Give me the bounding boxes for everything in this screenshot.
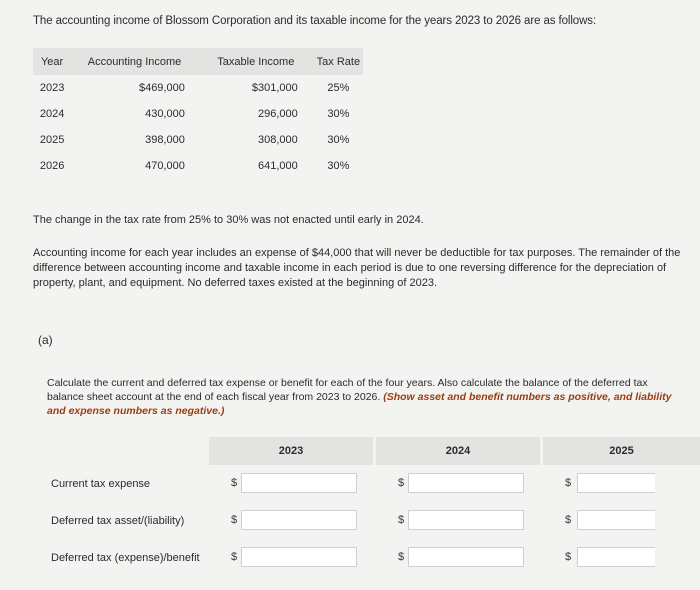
- question-instructions: Calculate the current and deferred tax expense or benefit for each of the four years. Also calculate the balance of the deferred tax balance sheet account at the end of each fiscal year from 2023 to 2026.: [47, 377, 648, 403]
- dollar-sign: $: [565, 514, 572, 526]
- column-header-2025: 2025: [543, 437, 700, 465]
- cell-year: 2026: [39, 160, 65, 172]
- cell-accounting-income: 398,000: [145, 134, 185, 146]
- cell-tax-rate: 30%: [327, 160, 350, 172]
- header-accounting-income: Accounting Income: [71, 48, 198, 75]
- cell-year: 2024: [39, 108, 65, 120]
- part-a-label: (a): [38, 333, 53, 347]
- cell-accounting-income: 430,000: [145, 108, 185, 120]
- deferred-tax-expense-benefit-2025-input[interactable]: [577, 547, 655, 567]
- header-year: Year: [33, 48, 71, 75]
- header-taxable-income: Taxable Income: [198, 48, 314, 75]
- header-tax-rate: Tax Rate: [314, 48, 363, 75]
- dollar-sign: $: [231, 477, 238, 489]
- cell-taxable-income: 296,000: [257, 108, 298, 120]
- question-text: [47, 376, 687, 418]
- cell-accounting-income: $469,000: [138, 82, 185, 94]
- dollar-sign: $: [565, 477, 572, 489]
- current-tax-expense-2025-input[interactable]: [577, 473, 655, 493]
- cell-year: 2025: [39, 134, 65, 146]
- column-header-2024: 2024: [376, 437, 540, 465]
- intro-text: The accounting income of Blossom Corporation and its taxable income for the years 2023 to 2026 are as follows:: [33, 15, 597, 27]
- cell-tax-rate: 25%: [327, 82, 350, 94]
- cell-taxable-income: 641,000: [257, 160, 298, 172]
- cell-tax-rate: 30%: [327, 134, 350, 146]
- dollar-sign: $: [231, 551, 238, 563]
- deferred-tax-expense-benefit-2024-input[interactable]: [408, 547, 524, 567]
- question-sign-convention: (Show asset and benefit numbers as positive, and liability and expense numbers as negative.): [47, 391, 672, 417]
- table-row: [33, 75, 363, 101]
- table-header-row: [33, 48, 363, 75]
- tax-rate-note: The change in the tax rate from 25% to 30% was not enacted until early in 2024.: [33, 214, 424, 226]
- dollar-sign: $: [398, 514, 405, 526]
- income-table: [33, 48, 363, 179]
- current-tax-expense-2024-input[interactable]: [408, 473, 524, 493]
- deferred-tax-expense-benefit-2023-input[interactable]: [241, 547, 357, 567]
- cell-year: 2023: [39, 82, 65, 94]
- cell-taxable-income: 308,000: [257, 134, 298, 146]
- row-label-current-tax-expense: Current tax expense: [51, 478, 151, 490]
- current-tax-expense-2023-input[interactable]: [241, 473, 357, 493]
- deferred-tax-asset-liability-2025-input[interactable]: [577, 510, 655, 530]
- difference-explanation: Accounting income for each year includes an expense of $44,000 that will never be deductible for tax purposes. The remainder of the difference between accounting income and taxable income in each period is due to one reversing difference for the depreciation of property, plant, and equipment. No deferred taxes existed at the beginning of 2023.: [33, 247, 681, 289]
- dollar-sign: $: [398, 551, 405, 563]
- cell-accounting-income: 470,000: [145, 160, 185, 172]
- cell-tax-rate: 30%: [327, 108, 350, 120]
- row-label-deferred-tax-asset-liability: Deferred tax asset/(liability): [51, 515, 185, 527]
- deferred-tax-asset-liability-2023-input[interactable]: [241, 510, 357, 530]
- dollar-sign: $: [231, 514, 238, 526]
- table-row: [33, 101, 363, 127]
- answer-table: [46, 437, 700, 587]
- dollar-sign: $: [565, 551, 572, 563]
- column-header-2023: 2023: [209, 437, 373, 465]
- table-row: [33, 127, 363, 153]
- row-label-deferred-tax-expense-benefit: Deferred tax (expense)/benefit: [51, 552, 200, 564]
- cell-taxable-income: $301,000: [251, 82, 298, 94]
- dollar-sign: $: [398, 477, 405, 489]
- deferred-tax-asset-liability-2024-input[interactable]: [408, 510, 524, 530]
- table-row: [33, 153, 363, 179]
